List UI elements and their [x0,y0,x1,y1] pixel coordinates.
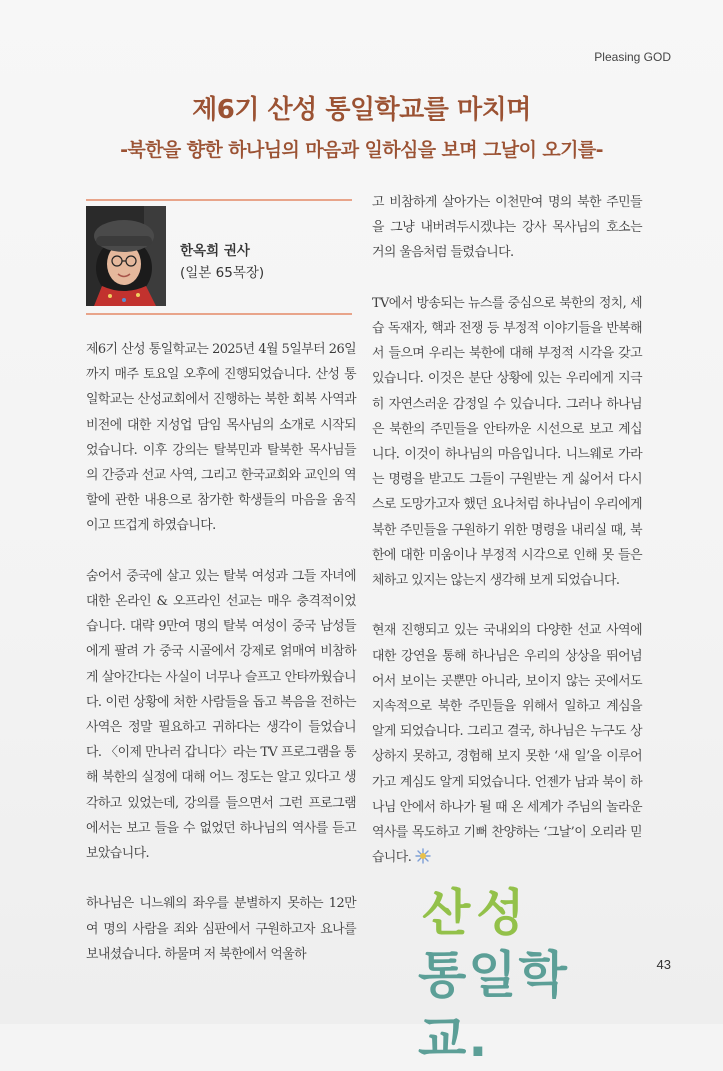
author-box [86,199,352,315]
article-title: 제6기 산성 통일학교를 마치며 [192,95,531,125]
body-paragraph: 숨어서 중국에 살고 있는 탈북 여성과 그들 자녀에 대한 온라인 & 오프라인 선교는 매우 충격적이었습니다. 대략 9만여 명의 탈북 여성이 중국 남성들에게 팔려 가 중국 시골에서 강제로 얽매여 비참하게 살아간다는 사실이 너무나 슬프고 안타까웠습니다. 이런 상황에 처한 사람들을 돕고 복음을 전하는 사역은 정말 필요하고 귀하다는 생각이 들었습니다. 〈이제 만나러 갑니다〉라는 TV 프로그램을 통해 북한의 실정에 대해 어느 정도는 알고 있다고 생각하고 있었는데, 강의를 들으면서 그런 프로그램에서는 보고 들을 수 없었던 하나님의 역사를 듣고 보았습니다. [86,568,356,862]
running-head: Pleasing GOD [594,50,671,64]
logo-line-2 [418,943,618,1071]
sanseong-unification-school-logo [418,883,618,1068]
flower-end-mark-icon [415,848,431,873]
body-paragraph: 제6기 산성 통일학교는 2025년 4월 5일부터 26일까지 매주 토요일 오후에 진행되었습니다. 산성 통일학교는 산성교회에서 진행하는 북한 회복 사역과 비전에 대한 지성업 담임 목사님의 소개로 시작되었습니다. 이후 강의는 탈북민과 탈북한 목사님들의 간증과 선교 사역, 그리고 한국교회와 교인의 역할에 관한 내용으로 참가한 학생들의 마음을 움직이고 뜨겁게 하였습니다. [86,342,356,534]
logo-line-1: 산성 [422,884,531,942]
author-affiliation: (일본 65목장) [180,265,265,281]
author-top-rule [86,199,352,201]
author-bottom-rule [86,313,352,315]
body-paragraph: 고 비참하게 살아가는 이천만여 명의 북한 주민들을 그냥 내버려두시겠냐는 강사 목사님의 호소는 거의 울음처럼 들렸습니다. [372,195,642,261]
page-number: 43 [656,957,671,972]
logo-dot: . [468,1010,490,1068]
author-name: 한옥희 권사 [180,243,250,259]
left-column [86,337,356,992]
author-photo [86,206,166,306]
right-column [372,190,642,899]
article-subtitle: -북한을 향한 하나님의 마음과 일하심을 보며 그날이 오기를- [120,139,603,161]
logo-line-2-text: 통일학교 [418,946,569,1068]
body-paragraph: TV에서 방송되는 뉴스를 중심으로 북한의 정치, 세습 독재자, 핵과 전쟁 등 부정적 이야기들을 반복해서 들으며 우리는 북한에 대해 부정적 시각을 갖고 있습니다. 이것은 분단 상황에 있는 우리에게 지극히 자연스러운 감정일 수 있습니다. 그러나 하나님은 북한의 주민들을 안타까운 시선으로 보고 계십니다. 이것이 하나님의 마음입니다. 니느웨로 가라는 명령을 받고도 그들이 구원받는 게 싫어서 다시스로 도망가고자 했던 요나처럼 하나님이 우리에게 북한 주민들을 구원하기 위한 명령을 내리실 때, 북한에 대한 미움이나 부정적 시각으로 인해 못 들은 체하고 있지는 않는지 생각해 보게 되었습니다. [372,295,642,589]
body-paragraph: 하나님은 니느웨의 좌우를 분별하지 못하는 12만여 명의 사람을 죄와 심판에서 구원하고자 요나를 보내셨습니다. 하물며 저 북한에서 억울하 [86,896,356,962]
final-paragraph-text: 현재 진행되고 있는 국내외의 다양한 선교 사역에 대한 강연을 통해 하나님은 우리의 상상을 뛰어넘어서 보이는 곳뿐만 아니라, 보이지 않는 곳에서도 지속적으로 북한 주민들을 위해서 일하고 계심을 알게 되었습니다. 그리고 결국, 하나님은 누구도 상상하지 못하고, 경험해 보지 못한 ‘새 일’을 이루어가고 계심도 알게 되었습니다. 언젠가 남과 북이 하나님 안에서 하나가 될 때 온 세계가 주님의 놀라운 역사를 목도하고 기뻐 찬양하는 ‘그날’이 오리라 믿습니다. [372,623,642,866]
body-paragraph-final [372,618,642,873]
